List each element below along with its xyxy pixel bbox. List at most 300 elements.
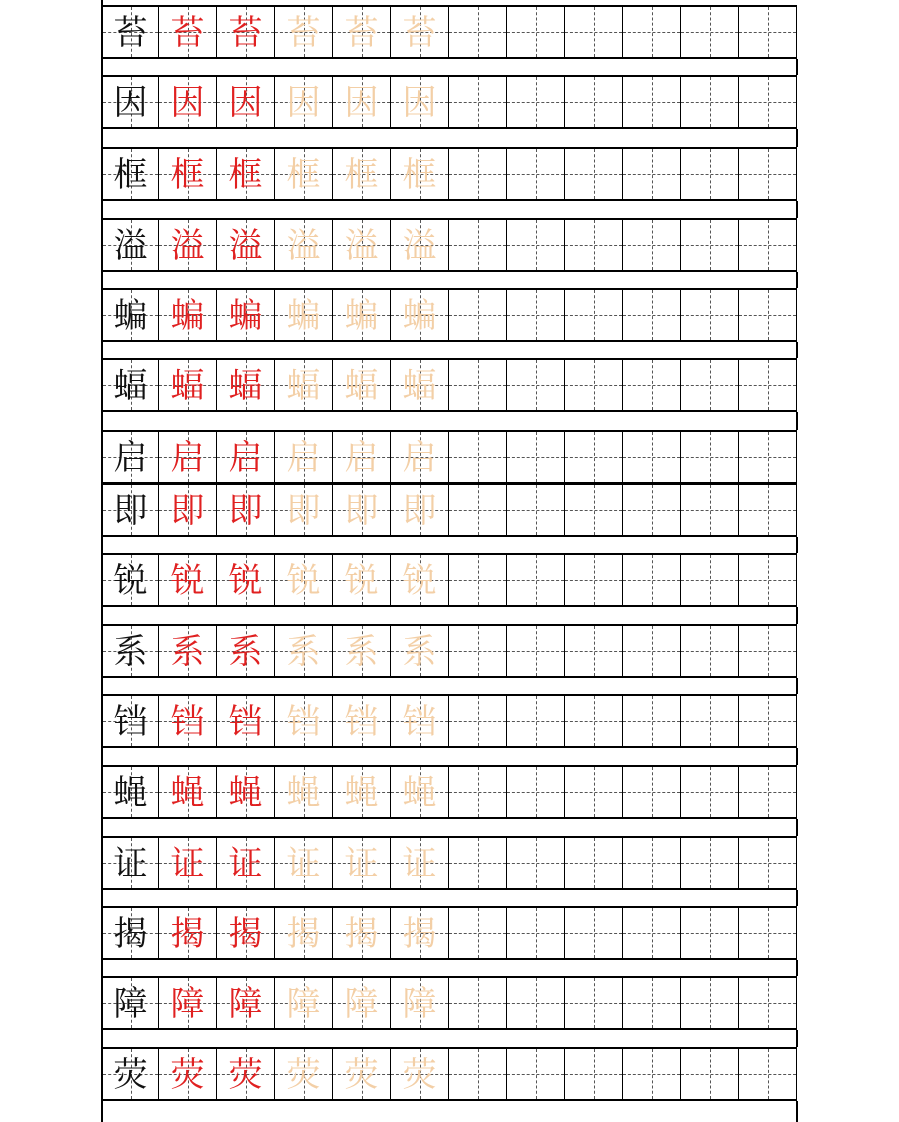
margin-line xyxy=(101,748,103,765)
blank-practice-cell[interactable] xyxy=(681,288,739,342)
character-glyph: 框 xyxy=(344,155,379,195)
character-glyph: 蝙 xyxy=(228,296,263,336)
character-glyph: 系 xyxy=(113,632,148,672)
blank-practice-cell[interactable] xyxy=(739,483,797,537)
trace-character-cell xyxy=(333,1047,391,1101)
blank-practice-cell[interactable] xyxy=(507,288,565,342)
character-glyph: 障 xyxy=(344,984,379,1024)
margin-line xyxy=(101,129,103,147)
trace-character-cell xyxy=(391,553,449,607)
blank-practice-cell[interactable] xyxy=(565,430,623,484)
practice-row xyxy=(101,218,798,272)
blank-practice-cell[interactable] xyxy=(449,147,507,201)
trace-character-cell xyxy=(391,288,449,342)
blank-practice-cell[interactable] xyxy=(565,483,623,537)
margin-line xyxy=(101,607,103,624)
practice-row xyxy=(101,483,798,537)
blank-practice-cell[interactable] xyxy=(739,553,797,607)
trace-character-cell xyxy=(275,5,333,59)
blank-practice-cell[interactable] xyxy=(507,553,565,607)
practice-row xyxy=(101,5,798,59)
character-glyph: 证 xyxy=(228,844,263,884)
character-glyph: 因 xyxy=(170,83,205,123)
blank-practice-cell[interactable] xyxy=(565,358,623,412)
blank-practice-cell[interactable] xyxy=(681,765,739,819)
practice-row xyxy=(101,553,798,607)
blank-practice-cell[interactable] xyxy=(449,553,507,607)
margin-line xyxy=(796,890,798,906)
red-character-cell xyxy=(159,976,217,1030)
trace-character-cell xyxy=(391,765,449,819)
blank-practice-cell[interactable] xyxy=(739,218,797,272)
blank-practice-cell[interactable] xyxy=(449,430,507,484)
trace-character-cell xyxy=(333,430,391,484)
red-character-cell xyxy=(159,1047,217,1101)
trace-character-cell xyxy=(391,624,449,678)
trace-character-cell xyxy=(275,430,333,484)
character-glyph: 证 xyxy=(113,844,148,884)
red-character-cell xyxy=(159,694,217,748)
character-glyph: 障 xyxy=(402,984,437,1024)
model-character-cell xyxy=(101,288,159,342)
trace-character-cell xyxy=(333,624,391,678)
blank-practice-cell[interactable] xyxy=(681,430,739,484)
red-character-cell xyxy=(217,624,275,678)
trace-character-cell xyxy=(275,358,333,412)
blank-practice-cell[interactable] xyxy=(681,553,739,607)
blank-practice-cell[interactable] xyxy=(565,976,623,1030)
character-glyph: 揭 xyxy=(228,914,263,954)
practice-row xyxy=(101,624,798,678)
character-glyph: 蝇 xyxy=(344,773,379,813)
blank-practice-cell[interactable] xyxy=(565,553,623,607)
red-character-cell xyxy=(217,836,275,890)
red-character-cell xyxy=(217,147,275,201)
character-glyph: 蝙 xyxy=(286,296,321,336)
character-glyph: 荧 xyxy=(228,1055,263,1095)
red-character-cell xyxy=(217,553,275,607)
red-character-cell xyxy=(217,483,275,537)
character-glyph: 铛 xyxy=(402,702,437,742)
red-character-cell xyxy=(159,624,217,678)
blank-practice-cell[interactable] xyxy=(681,976,739,1030)
blank-practice-cell[interactable] xyxy=(739,976,797,1030)
trace-character-cell xyxy=(333,906,391,960)
model-character-cell xyxy=(101,147,159,201)
character-glyph: 溢 xyxy=(113,226,148,266)
red-character-cell xyxy=(159,358,217,412)
character-glyph: 揭 xyxy=(113,914,148,954)
blank-practice-cell[interactable] xyxy=(449,358,507,412)
character-glyph: 溢 xyxy=(286,226,321,266)
trace-character-cell xyxy=(275,288,333,342)
blank-practice-cell[interactable] xyxy=(739,1047,797,1101)
practice-row xyxy=(101,288,798,342)
margin-line xyxy=(796,748,798,765)
blank-practice-cell[interactable] xyxy=(449,906,507,960)
character-glyph: 框 xyxy=(170,155,205,195)
character-glyph: 启 xyxy=(113,438,148,478)
character-glyph: 蝇 xyxy=(170,773,205,813)
character-glyph: 锐 xyxy=(228,561,263,601)
character-glyph: 因 xyxy=(344,83,379,123)
character-glyph: 系 xyxy=(170,632,205,672)
character-glyph: 因 xyxy=(286,83,321,123)
trace-character-cell xyxy=(391,836,449,890)
trace-character-cell xyxy=(333,218,391,272)
character-glyph: 蝠 xyxy=(113,366,148,406)
character-glyph: 锐 xyxy=(402,561,437,601)
trace-character-cell xyxy=(333,75,391,129)
blank-practice-cell[interactable] xyxy=(507,75,565,129)
blank-practice-cell[interactable] xyxy=(623,906,681,960)
trace-character-cell xyxy=(391,1047,449,1101)
red-character-cell xyxy=(159,5,217,59)
character-glyph: 框 xyxy=(402,155,437,195)
blank-practice-cell[interactable] xyxy=(507,765,565,819)
blank-practice-cell[interactable] xyxy=(507,836,565,890)
trace-character-cell xyxy=(391,5,449,59)
trace-character-cell xyxy=(391,430,449,484)
blank-practice-cell[interactable] xyxy=(739,147,797,201)
character-glyph: 启 xyxy=(228,438,263,478)
character-glyph: 蝠 xyxy=(286,366,321,406)
red-character-cell xyxy=(217,976,275,1030)
blank-practice-cell[interactable] xyxy=(623,430,681,484)
blank-practice-cell[interactable] xyxy=(449,218,507,272)
trace-character-cell xyxy=(333,836,391,890)
red-character-cell xyxy=(159,75,217,129)
trace-character-cell xyxy=(275,553,333,607)
character-glyph: 启 xyxy=(170,438,205,478)
blank-practice-cell[interactable] xyxy=(623,624,681,678)
blank-practice-cell[interactable] xyxy=(681,906,739,960)
character-glyph: 揭 xyxy=(170,914,205,954)
trace-character-cell xyxy=(333,694,391,748)
practice-row xyxy=(101,75,798,129)
blank-practice-cell[interactable] xyxy=(565,288,623,342)
trace-character-cell xyxy=(275,1047,333,1101)
model-character-cell xyxy=(101,218,159,272)
character-glyph: 证 xyxy=(402,844,437,884)
practice-row xyxy=(101,836,798,890)
character-glyph: 证 xyxy=(286,844,321,884)
red-character-cell xyxy=(217,218,275,272)
trace-character-cell xyxy=(333,765,391,819)
character-glyph: 溢 xyxy=(170,226,205,266)
character-glyph: 蝇 xyxy=(113,773,148,813)
blank-practice-cell[interactable] xyxy=(507,358,565,412)
character-glyph: 铛 xyxy=(286,702,321,742)
character-glyph: 铛 xyxy=(170,702,205,742)
blank-practice-cell[interactable] xyxy=(623,358,681,412)
blank-practice-cell[interactable] xyxy=(449,483,507,537)
blank-practice-cell[interactable] xyxy=(739,694,797,748)
blank-practice-cell[interactable] xyxy=(681,358,739,412)
margin-line xyxy=(101,1030,103,1047)
character-glyph: 框 xyxy=(286,155,321,195)
character-glyph: 揭 xyxy=(344,914,379,954)
character-glyph: 启 xyxy=(286,438,321,478)
trace-character-cell xyxy=(391,218,449,272)
character-glyph: 荧 xyxy=(402,1055,437,1095)
character-glyph: 苔 xyxy=(170,13,205,53)
margin-line xyxy=(796,272,798,288)
character-glyph: 荧 xyxy=(344,1055,379,1095)
character-glyph: 蝠 xyxy=(344,366,379,406)
margin-line xyxy=(101,1101,103,1122)
character-glyph: 蝇 xyxy=(228,773,263,813)
blank-practice-cell[interactable] xyxy=(623,553,681,607)
blank-practice-cell[interactable] xyxy=(565,765,623,819)
trace-character-cell xyxy=(391,358,449,412)
blank-practice-cell[interactable] xyxy=(623,147,681,201)
blank-practice-cell[interactable] xyxy=(623,288,681,342)
margin-line xyxy=(796,412,798,430)
blank-practice-cell[interactable] xyxy=(739,765,797,819)
blank-practice-cell[interactable] xyxy=(623,694,681,748)
blank-practice-cell[interactable] xyxy=(681,5,739,59)
blank-practice-cell[interactable] xyxy=(507,976,565,1030)
character-glyph: 障 xyxy=(113,984,148,1024)
blank-practice-cell[interactable] xyxy=(623,765,681,819)
margin-line xyxy=(796,1101,798,1122)
margin-line xyxy=(796,960,798,976)
trace-character-cell xyxy=(391,976,449,1030)
character-glyph: 揭 xyxy=(286,914,321,954)
trace-character-cell xyxy=(275,483,333,537)
blank-practice-cell[interactable] xyxy=(449,5,507,59)
character-glyph: 荧 xyxy=(286,1055,321,1095)
character-glyph: 锐 xyxy=(113,561,148,601)
character-glyph: 蝠 xyxy=(170,366,205,406)
red-character-cell xyxy=(217,288,275,342)
character-glyph: 蝙 xyxy=(113,296,148,336)
character-glyph: 铛 xyxy=(113,702,148,742)
blank-practice-cell[interactable] xyxy=(739,288,797,342)
practice-row xyxy=(101,976,798,1030)
blank-practice-cell[interactable] xyxy=(507,147,565,201)
character-glyph: 系 xyxy=(344,632,379,672)
character-glyph: 证 xyxy=(170,844,205,884)
character-glyph: 因 xyxy=(113,83,148,123)
blank-practice-cell[interactable] xyxy=(449,765,507,819)
blank-practice-cell[interactable] xyxy=(565,836,623,890)
blank-practice-cell[interactable] xyxy=(565,624,623,678)
margin-line xyxy=(101,201,103,218)
blank-practice-cell[interactable] xyxy=(565,1047,623,1101)
red-character-cell xyxy=(159,765,217,819)
blank-practice-cell[interactable] xyxy=(739,624,797,678)
blank-practice-cell[interactable] xyxy=(681,75,739,129)
margin-line xyxy=(101,819,103,836)
trace-character-cell xyxy=(391,694,449,748)
model-character-cell xyxy=(101,5,159,59)
model-character-cell xyxy=(101,75,159,129)
margin-line xyxy=(101,537,103,553)
margin-line xyxy=(796,342,798,358)
blank-practice-cell[interactable] xyxy=(739,358,797,412)
character-glyph: 锐 xyxy=(286,561,321,601)
character-glyph: 即 xyxy=(113,491,148,531)
trace-character-cell xyxy=(275,765,333,819)
character-glyph: 因 xyxy=(402,83,437,123)
blank-practice-cell[interactable] xyxy=(739,906,797,960)
blank-practice-cell[interactable] xyxy=(507,694,565,748)
practice-row xyxy=(101,906,798,960)
blank-practice-cell[interactable] xyxy=(565,218,623,272)
margin-line xyxy=(101,412,103,430)
model-character-cell xyxy=(101,836,159,890)
trace-character-cell xyxy=(275,218,333,272)
character-glyph: 溢 xyxy=(228,226,263,266)
character-glyph: 蝠 xyxy=(228,366,263,406)
blank-practice-cell[interactable] xyxy=(449,694,507,748)
blank-practice-cell[interactable] xyxy=(681,694,739,748)
blank-practice-cell[interactable] xyxy=(565,694,623,748)
margin-line xyxy=(101,272,103,288)
blank-practice-cell[interactable] xyxy=(565,75,623,129)
character-glyph: 证 xyxy=(344,844,379,884)
practice-row xyxy=(101,147,798,201)
practice-row xyxy=(101,765,798,819)
margin-line xyxy=(101,59,103,75)
trace-character-cell xyxy=(333,483,391,537)
trace-character-cell xyxy=(391,75,449,129)
blank-practice-cell[interactable] xyxy=(739,836,797,890)
character-glyph: 即 xyxy=(402,491,437,531)
practice-row xyxy=(101,694,798,748)
blank-practice-cell[interactable] xyxy=(507,218,565,272)
red-character-cell xyxy=(159,147,217,201)
trace-character-cell xyxy=(333,147,391,201)
margin-line xyxy=(101,0,103,5)
model-character-cell xyxy=(101,765,159,819)
blank-practice-cell[interactable] xyxy=(449,836,507,890)
blank-practice-cell[interactable] xyxy=(507,1047,565,1101)
blank-practice-cell[interactable] xyxy=(507,624,565,678)
blank-practice-cell[interactable] xyxy=(681,836,739,890)
blank-practice-cell[interactable] xyxy=(449,1047,507,1101)
model-character-cell xyxy=(101,483,159,537)
character-glyph: 即 xyxy=(170,491,205,531)
trace-character-cell xyxy=(333,553,391,607)
character-glyph: 障 xyxy=(170,984,205,1024)
character-glyph: 荧 xyxy=(170,1055,205,1095)
character-glyph: 系 xyxy=(286,632,321,672)
red-character-cell xyxy=(159,906,217,960)
blank-practice-cell[interactable] xyxy=(623,976,681,1030)
blank-practice-cell[interactable] xyxy=(681,1047,739,1101)
blank-practice-cell[interactable] xyxy=(739,5,797,59)
blank-practice-cell[interactable] xyxy=(507,430,565,484)
trace-character-cell xyxy=(333,5,391,59)
margin-line xyxy=(796,537,798,553)
blank-practice-cell[interactable] xyxy=(681,147,739,201)
copybook-sheet xyxy=(101,0,798,1122)
blank-practice-cell[interactable] xyxy=(681,218,739,272)
blank-practice-cell[interactable] xyxy=(623,836,681,890)
trace-character-cell xyxy=(275,624,333,678)
character-glyph: 揭 xyxy=(402,914,437,954)
blank-practice-cell[interactable] xyxy=(449,976,507,1030)
character-glyph: 铛 xyxy=(228,702,263,742)
character-glyph: 框 xyxy=(228,155,263,195)
blank-practice-cell[interactable] xyxy=(681,483,739,537)
trace-character-cell xyxy=(333,288,391,342)
model-character-cell xyxy=(101,624,159,678)
character-glyph: 因 xyxy=(228,83,263,123)
character-glyph: 系 xyxy=(228,632,263,672)
character-glyph: 障 xyxy=(286,984,321,1024)
margin-line xyxy=(101,678,103,694)
model-character-cell xyxy=(101,976,159,1030)
character-glyph: 铛 xyxy=(344,702,379,742)
trace-character-cell xyxy=(275,75,333,129)
red-character-cell xyxy=(217,765,275,819)
character-glyph: 框 xyxy=(113,155,148,195)
blank-practice-cell[interactable] xyxy=(565,147,623,201)
blank-practice-cell[interactable] xyxy=(739,75,797,129)
blank-practice-cell[interactable] xyxy=(449,624,507,678)
character-glyph: 溢 xyxy=(402,226,437,266)
blank-practice-cell[interactable] xyxy=(623,75,681,129)
trace-character-cell xyxy=(333,358,391,412)
character-glyph: 即 xyxy=(228,491,263,531)
model-character-cell xyxy=(101,358,159,412)
margin-line xyxy=(796,59,798,75)
red-character-cell xyxy=(159,483,217,537)
blank-practice-cell[interactable] xyxy=(739,430,797,484)
practice-row xyxy=(101,358,798,412)
model-character-cell xyxy=(101,906,159,960)
red-character-cell xyxy=(217,430,275,484)
character-glyph: 系 xyxy=(402,632,437,672)
character-glyph: 即 xyxy=(286,491,321,531)
character-glyph: 苔 xyxy=(113,13,148,53)
red-character-cell xyxy=(159,836,217,890)
trace-character-cell xyxy=(275,976,333,1030)
blank-practice-cell[interactable] xyxy=(449,75,507,129)
character-glyph: 苔 xyxy=(402,13,437,53)
margin-line xyxy=(101,890,103,906)
red-character-cell xyxy=(217,906,275,960)
blank-practice-cell[interactable] xyxy=(507,5,565,59)
blank-practice-cell[interactable] xyxy=(507,483,565,537)
character-glyph: 即 xyxy=(344,491,379,531)
margin-line xyxy=(101,342,103,358)
blank-practice-cell[interactable] xyxy=(623,1047,681,1101)
blank-practice-cell[interactable] xyxy=(681,624,739,678)
practice-row xyxy=(101,1047,798,1101)
red-character-cell xyxy=(217,1047,275,1101)
blank-practice-cell[interactable] xyxy=(623,218,681,272)
model-character-cell xyxy=(101,694,159,748)
trace-character-cell xyxy=(275,836,333,890)
blank-practice-cell[interactable] xyxy=(507,906,565,960)
red-character-cell xyxy=(159,553,217,607)
blank-practice-cell[interactable] xyxy=(565,5,623,59)
blank-practice-cell[interactable] xyxy=(623,483,681,537)
trace-character-cell xyxy=(275,147,333,201)
blank-practice-cell[interactable] xyxy=(449,288,507,342)
red-character-cell xyxy=(217,75,275,129)
trace-character-cell xyxy=(391,483,449,537)
blank-practice-cell[interactable] xyxy=(565,906,623,960)
character-glyph: 蝇 xyxy=(286,773,321,813)
blank-practice-cell[interactable] xyxy=(623,5,681,59)
character-glyph: 蝙 xyxy=(402,296,437,336)
